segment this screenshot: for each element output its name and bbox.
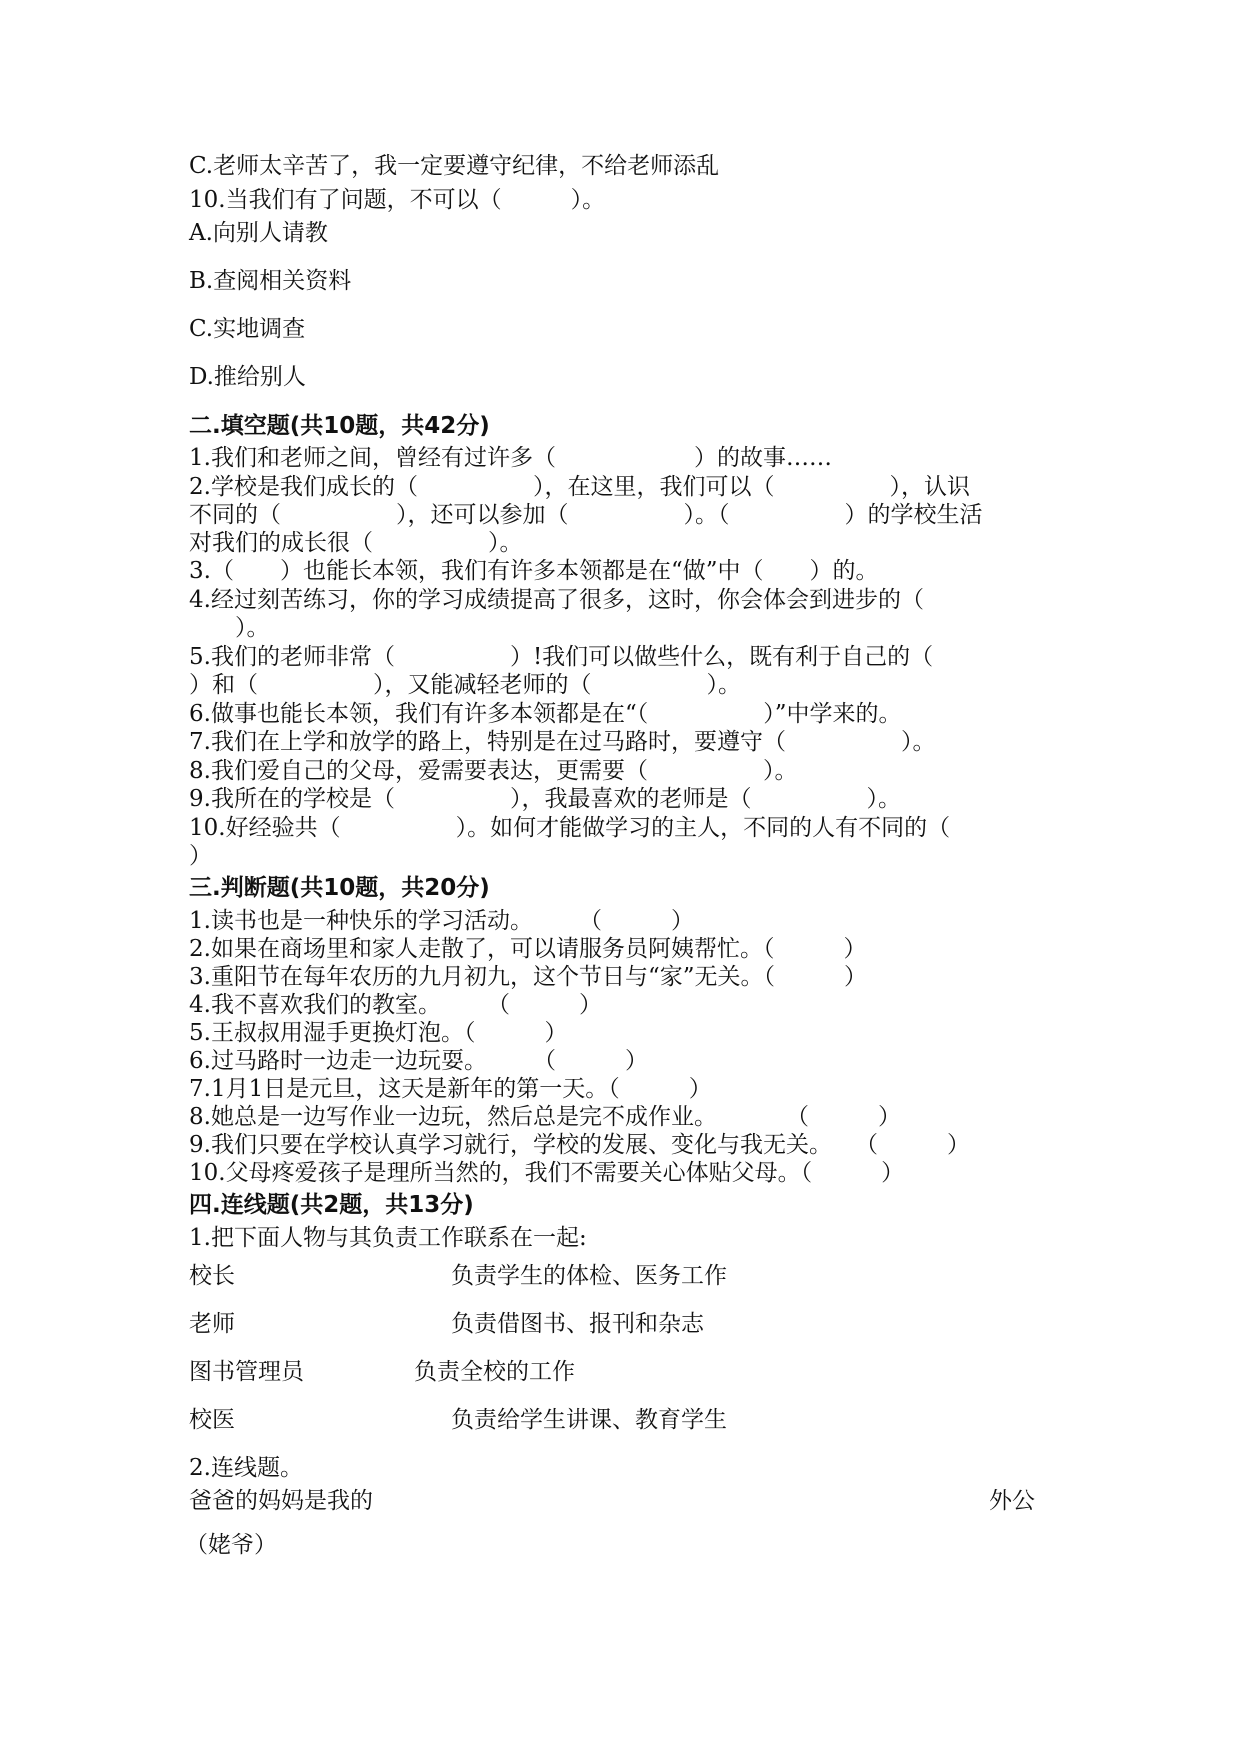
match-q1-stem: 1.把下面人物与其负责工作联系在一起: xyxy=(189,1225,587,1251)
match-left-item: 校长 xyxy=(189,1263,235,1289)
judge-line: 5.王叔叔用湿手更换灯泡。（ ） xyxy=(189,1020,568,1046)
match-q2-left: 爸爸的妈妈是我的 xyxy=(189,1488,373,1514)
fill-line: 7.我们在上学和放学的路上，特别是在过马路时，要遵守（ ）。 xyxy=(189,729,936,755)
fill-line: 4.经过刻苦练习，你的学习成绩提高了很多，这时，你会体会到进步的（ xyxy=(189,587,924,613)
match-left-item: 老师 xyxy=(189,1311,235,1337)
q10-option-d: D.推给别人 xyxy=(189,364,306,390)
match-q2-right-cont: （姥爷） xyxy=(185,1532,277,1558)
section4-heading: 四.连线题(共2题，共13分) xyxy=(189,1192,474,1218)
q9-option-c: C.老师太辛苦了，我一定要遵守纪律，不给老师添乱 xyxy=(189,153,720,179)
fill-line: 3.（ ）也能长本领，我们有许多本领都是在“做”中（ ）的。 xyxy=(189,558,879,584)
match-left-item: 图书管理员 xyxy=(189,1359,304,1385)
match-q2-stem: 2.连线题。 xyxy=(189,1455,303,1481)
fill-line: 1.我们和老师之间，曾经有过许多（ ）的故事…… xyxy=(189,445,832,471)
judge-line: 7.1月1日是元旦，这天是新年的第一天。（ ） xyxy=(189,1076,712,1102)
section3-heading: 三.判断题(共10题，共20分) xyxy=(189,875,490,901)
fill-line: ） xyxy=(189,843,212,869)
fill-line: 5.我们的老师非常（ ）!我们可以做些什么，既有利于自己的（ xyxy=(189,644,934,670)
fill-line: 8.我们爱自己的父母，爱需要表达，更需要（ ）。 xyxy=(189,758,798,784)
judge-line: 10.父母疼爱孩子是理所当然的，我们不需要关心体贴父母。（ ） xyxy=(189,1160,905,1186)
match-right-item: 负责学生的体检、医务工作 xyxy=(451,1263,727,1289)
match-q2-right: 外公 xyxy=(989,1488,1035,1514)
fill-line: 6.做事也能长本领，我们有许多本领都是在“（ ）”中学来的。 xyxy=(189,701,902,727)
judge-line: 1.读书也是一种快乐的学习活动。 （ ） xyxy=(189,908,694,934)
match-right-item: 负责全校的工作 xyxy=(414,1359,575,1385)
match-left-item: 校医 xyxy=(189,1407,235,1433)
judge-line: 4.我不喜欢我们的教室。 （ ） xyxy=(189,992,602,1018)
match-right-item: 负责借图书、报刊和杂志 xyxy=(451,1311,704,1337)
q10-option-c: C.实地调查 xyxy=(189,316,306,342)
fill-line: ）和（ ），又能减轻老师的（ ）。 xyxy=(189,672,741,698)
fill-line: 10.好经验共（ ）。如何才能做学习的主人，不同的人有不同的（ xyxy=(189,815,951,841)
judge-line: 8.她总是一边写作业一边玩，然后总是完不成作业。 （ ） xyxy=(189,1104,901,1130)
section2-heading: 二.填空题(共10题，共42分) xyxy=(189,413,490,439)
q10-option-b: B.查阅相关资料 xyxy=(189,268,352,294)
q10-stem: 10.当我们有了问题，不可以（ ）。 xyxy=(189,187,606,213)
judge-line: 3.重阳节在每年农历的九月初九，这个节日与“家”无关。（ ） xyxy=(189,964,867,990)
judge-line: 9.我们只要在学校认真学习就行，学校的发展、变化与我无关。 （ ） xyxy=(189,1132,970,1158)
fill-line: 2.学校是我们成长的（ ），在这里，我们可以（ ），认识 xyxy=(189,474,970,500)
q10-option-a: A.向别人请教 xyxy=(189,220,328,246)
fill-line: 对我们的成长很（ ）。 xyxy=(189,530,523,556)
judge-line: 2.如果在商场里和家人走散了，可以请服务员阿姨帮忙。（ ） xyxy=(189,936,867,962)
fill-line: ）。 xyxy=(189,615,270,641)
fill-line: 9.我所在的学校是（ ），我最喜欢的老师是（ ）。 xyxy=(189,786,901,812)
judge-line: 6.过马路时一边走一边玩耍。 （ ） xyxy=(189,1048,648,1074)
match-right-item: 负责给学生讲课、教育学生 xyxy=(451,1407,727,1433)
fill-line: 不同的（ ），还可以参加（ ）。（ ）的学校生活 xyxy=(189,502,983,528)
